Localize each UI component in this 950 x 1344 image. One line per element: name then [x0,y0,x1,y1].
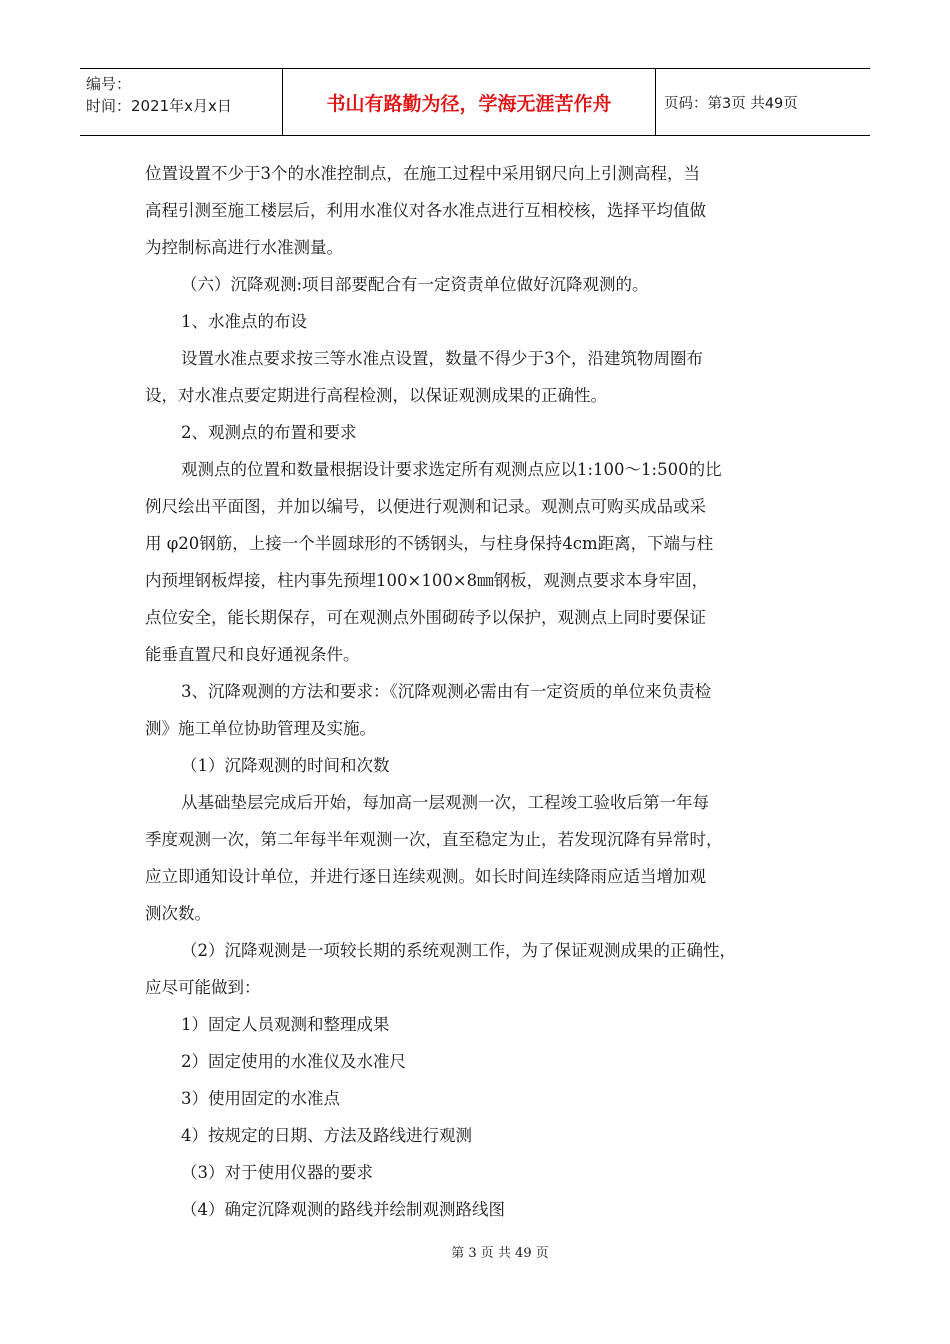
text-line: 从基础垫层完成后开始，每加高一层观测一次，工程竣工验收后第一年每 [181,793,709,812]
text-line: 3、沉降观测的方法和要求：《沉降观测必需由有一定资质的单位来负责检 [181,682,712,701]
text-line: 高程引测至施工楼层后，利用水准仪对各水准点进行互相校核，选择平均值做 [145,201,706,220]
header-meta-cell [80,69,282,135]
document-number-label: 编号： [86,75,132,93]
page-header [80,68,870,136]
text-line: 1）固定人员观测和整理成果 [181,1015,390,1034]
text-line: 用 φ20钢筋，上接一个半圆球形的不锈钢头，与柱身保持4cm距离，下端与柱 [145,534,714,553]
header-motto: 书山有路勤为径，学海无涯苦作舟 [282,69,656,135]
text-line: 观测点的位置和数量根据设计要求选定所有观测点应以1:100～1:500的比 [181,460,722,479]
text-line: 设置水准点要求按三等水准点设置，数量不得少于3个，沿建筑物周圈布 [181,349,703,368]
text-line: 能垂直置尺和良好通视条件。 [145,645,360,664]
text-line: （3）对于使用仪器的要求 [181,1163,373,1182]
text-line: 内预埋钢板焊接，柱内事先预埋100×100×8㎜钢板，观测点要求本身牢固， [145,571,709,590]
text-line: 为控制标高进行水准测量。 [145,238,343,257]
text-line: （2）沉降观测是一项较长期的系统观测工作，为了保证观测成果的正确性， [181,941,736,960]
header-page-info: 页码：第3页 共49页 [664,95,798,112]
text-line: 2、观测点的布置和要求 [181,423,357,442]
text-line: 2）固定使用的水准仪及水准尺 [181,1052,406,1071]
text-line: 应尽可能做到： [145,978,261,997]
text-line: 3）使用固定的水准点 [181,1089,340,1108]
text-line: 测》施工单位协助管理及实施。 [145,719,376,738]
document-body [145,155,805,1228]
text-line: 1、水准点的布设 [181,312,307,331]
text-line: （1）沉降观测的时间和次数 [181,756,390,775]
text-line: 季度观测一次，第二年每半年观测一次，直至稳定为止，若发现沉降有异常时， [145,830,723,849]
text-line: 测次数。 [145,904,211,923]
document-date: 时间：2021年x月x日 [86,97,232,115]
text-line: 应立即通知设计单位，并进行逐日连续观测。如长时间连续降雨应适当增加观 [145,867,706,886]
text-line: 设，对水准点要定期进行高程检测，以保证观测成果的正确性。 [145,386,607,405]
text-line: （六）沉降观测:项目部要配合有一定资责单位做好沉降观测的。 [181,275,649,294]
text-line: 4）按规定的日期、方法及路线进行观测 [181,1126,472,1145]
page-footer: 第 3 页 共 49 页 [451,1246,549,1261]
text-line: 例尺绘出平面图，并加以编号，以便进行观测和记录。观测点可购买成品或采 [145,497,706,516]
text-line: （4）确定沉降观测的路线并绘制观测路线图 [181,1200,505,1219]
text-line: 点位安全，能长期保存，可在观测点外围砌砖予以保护，观测点上同时要保证 [145,608,706,627]
text-line: 位置设置不少于3个的水准控制点，在施工过程中采用钢尺向上引测高程，当 [145,164,700,183]
